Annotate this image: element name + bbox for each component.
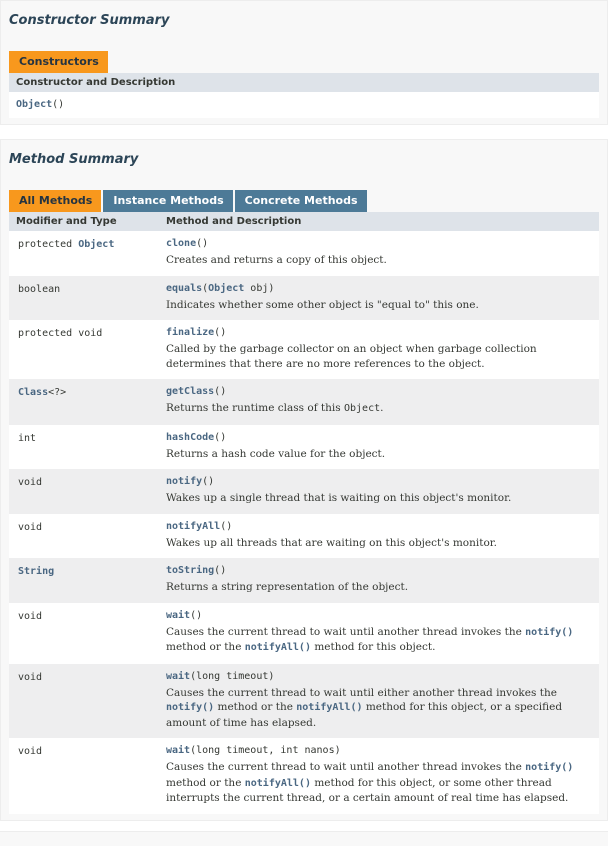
table-row: void wait(long timeout, int nanos) Causes the current thread to wait until another thread invokes the notify() method or the notifyAll() method for this object, or some other thread interrupts the current thread, or a certain amount of real time has elapsed.	[9, 738, 599, 814]
modifier-cell: void	[9, 469, 159, 514]
method-description: Causes the current thread to wait until another thread invokes the notify() method or the notifyAll() method for this object, or some other thread interrupts the current thread, or a certain amount of real time has elapsed.	[166, 761, 574, 804]
constructor-tabs	[9, 51, 599, 73]
table-row	[9, 92, 599, 118]
notify-link[interactable]: notify()	[166, 702, 215, 713]
method-link-getclass[interactable]: getClass	[166, 386, 215, 397]
modifier-cell: boolean	[9, 276, 159, 321]
method-tabs	[9, 190, 599, 212]
modifier-cell: void	[9, 664, 159, 739]
constructor-link[interactable]: Object	[16, 99, 53, 110]
method-link-clone[interactable]: clone	[166, 238, 197, 249]
next-section-edge	[0, 831, 608, 846]
method-link-wait-timeout-nanos[interactable]: wait	[166, 745, 191, 756]
tab-constructors[interactable]: Constructors	[9, 51, 108, 73]
table-row: Class<?> getClass() Returns the runtime class of this Object.	[9, 379, 599, 425]
method-table	[9, 212, 599, 814]
method-link-wait-timeout[interactable]: wait	[166, 670, 191, 682]
method-description: Causes the current thread to wait until another thread invokes the notify() method or the notifyAll() method for this object.	[166, 625, 574, 653]
modifier-cell: int	[9, 425, 159, 470]
tab-instance-methods[interactable]: Instance Methods	[103, 190, 232, 212]
method-description: Returns a hash code value for the object.	[166, 447, 386, 460]
method-link-tostring[interactable]: toString	[166, 565, 215, 576]
table-row: void notify() Wakes up a single thread that is waiting on this object's monitor.	[9, 469, 599, 514]
constructor-summary-title: Constructor Summary	[9, 13, 170, 28]
method-description: Called by the garbage collector on an object when garbage collection determines that there are no more references to the object.	[166, 343, 537, 370]
method-description: Wakes up all threads that are waiting on this object's monitor.	[166, 536, 497, 549]
modifier-cell: protected Object	[9, 231, 159, 276]
constructor-params: ()	[52, 99, 65, 110]
method-description: Creates and returns a copy of this object.	[166, 254, 387, 266]
method-link-hashcode[interactable]: hashCode	[166, 431, 215, 443]
method-description: Returns a string representation of the object.	[166, 581, 409, 593]
table-row: void notifyAll() Wakes up all threads that are waiting on this object's monitor.	[9, 514, 599, 559]
method-description: Returns the runtime class of this Object.	[166, 402, 384, 414]
table-row: protected Object clone() Creates and returns a copy of this object.	[9, 231, 599, 276]
method-summary-title: Method Summary	[9, 152, 139, 167]
notify-link[interactable]: notify()	[525, 626, 574, 638]
modifier-cell: protected void	[9, 320, 159, 379]
param-type-link[interactable]: Object	[208, 282, 245, 294]
modifier-header: Modifier and Type	[9, 212, 159, 231]
method-header: Method and Description	[159, 212, 599, 231]
method-link-notifyall[interactable]: notifyAll	[166, 520, 221, 532]
method-description: Wakes up a single thread that is waiting on this object's monitor.	[166, 492, 512, 504]
method-description: Causes the current thread to wait until either another thread invokes the notify() method or the notifyAll() method for this object, or a specified amount of time has elapsed.	[166, 686, 563, 729]
method-link-wait[interactable]: wait	[166, 609, 191, 621]
table-row: void wait() Causes the current thread to wait until another thread invokes the notify() method or the notifyAll() method for this object.	[9, 603, 599, 664]
type-link[interactable]: Object	[78, 239, 115, 250]
method-link-equals[interactable]: equals	[166, 282, 203, 294]
tab-all-methods[interactable]: All Methods	[9, 190, 101, 212]
table-row: String toString() Returns a string representation of the object.	[9, 558, 599, 603]
modifier-cell: Class<?>	[9, 379, 159, 425]
table-row: boolean equals(Object obj) Indicates whether some other object is "equal to" this one.	[9, 276, 599, 321]
notifyall-link[interactable]: notifyAll()	[244, 777, 311, 789]
notifyall-link[interactable]: notifyAll()	[244, 642, 311, 653]
method-link-notify[interactable]: notify	[166, 476, 203, 487]
modifier-cell: void	[9, 514, 159, 559]
notifyall-link[interactable]: notifyAll()	[296, 702, 363, 713]
table-row: protected void finalize() Called by the garbage collector on an object when garbage collection determines that there are no more references to the object.	[9, 320, 599, 379]
table-row: void wait(long timeout) Causes the current thread to wait until either another thread invokes the notify() method or the notifyAll() method for this object, or a specified amount of time has elapsed.	[9, 664, 599, 739]
method-description: Indicates whether some other object is "equal to" this one.	[166, 298, 479, 311]
modifier-cell: void	[9, 738, 159, 814]
notify-link[interactable]: notify()	[525, 762, 574, 773]
constructor-summary-section	[0, 0, 608, 125]
modifier-cell: void	[9, 603, 159, 664]
type-link[interactable]: Class	[18, 387, 49, 398]
constructor-header: Constructor and Description	[9, 73, 599, 92]
constructor-table	[9, 73, 599, 118]
table-row: int hashCode() Returns a hash code value for the object.	[9, 425, 599, 470]
tab-concrete-methods[interactable]: Concrete Methods	[235, 190, 367, 212]
modifier-cell	[9, 558, 159, 603]
type-link[interactable]: String	[18, 566, 55, 577]
method-summary-section	[0, 139, 608, 821]
method-link-finalize[interactable]: finalize	[166, 327, 215, 338]
